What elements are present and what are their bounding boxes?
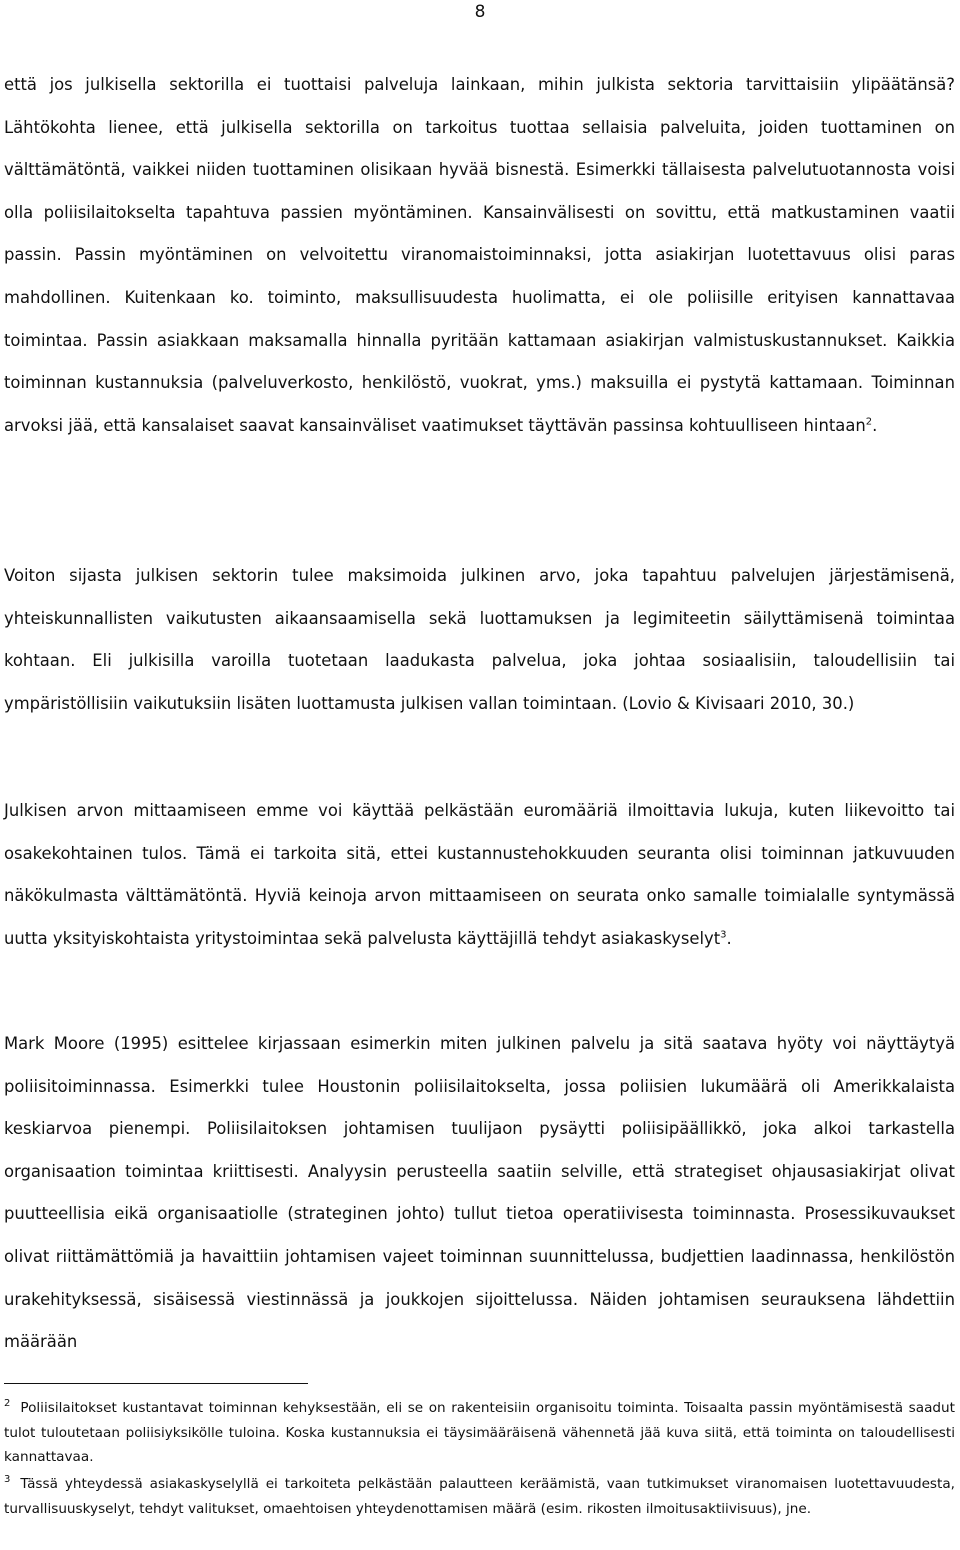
footnote-mark: 3 — [4, 1474, 11, 1486]
paragraph-measuring-value — [4, 790, 955, 960]
paragraph-end: . — [726, 928, 732, 948]
paragraph-text: että jos julkisella sektorilla ei tuottaisi palveluja lainkaan, mihin julkista sektoria tarvittaisiin ylipäätänsä? Lähtökohta lienee, että julkisella sektorilla on tarkoitus tuottaa sellaisia palveluita, joiden tuottaminen on välttämätöntä, vaikkei niiden tuottaminen olisikaan hyvää bisnestä. Esimerkki tällaisesta palvelutuotannosta voisi olla poliisilaitokselta tapahtuva passien myöntäminen. Kansainvälisesti on sovittu, että matkustaminen vaatii passin. Passin myöntäminen on velvoitettu viranomaistoiminnaksi, jotta asiakirjan luotettavuus olisi paras mahdollinen. Kuitenkaan ko. toiminto, maksullisuudesta huolimatta, ei ole poliisille erityisen kannattavaa toimintaa. Passin asiakkaan maksamalla hinnalla pyritään kattamaan asiakirjan valmistuskustannukset. Kaikkia toiminnan kustannuksia (palveluverkosto, henkilöstö, vuokrat, yms.) maksuilla ei pystytä kattamaan. Toiminnan arvoksi jää, että kansalaiset saavat kansainväliset vaatimukset täyttävän passinsa kohtuulliseen hintaan — [4, 75, 955, 435]
page-number: 8 — [474, 2, 486, 22]
footnote-reference[interactable]: 3 — [720, 929, 727, 941]
paragraph-public-value — [4, 555, 955, 725]
paragraph-mark-moore — [4, 1023, 955, 1364]
footnote-text: Tässä yhteydessä asiakaskyselyllä ei tarkoiteta pelkästään palautteen keräämistä, vaan tutkimukset viranomaisen luotettavuudesta, turvallisuuskyselyt, tehdyt valitukset, omaehtoisen yhteydenottamisen määrä (esim. rikosten ilmoitusaktiivisuus), jne. — [4, 1476, 955, 1517]
footnote-3 — [4, 1472, 955, 1521]
paragraph-end: . — [872, 415, 878, 435]
footnote-divider — [4, 1383, 308, 1384]
footnote-reference[interactable]: 2 — [865, 416, 873, 428]
footnote-mark: 2 — [4, 1398, 11, 1410]
paragraph-text: Julkisen arvon mittaamiseen emme voi käyttää pelkästään euromääriä ilmoittavia lukuja, kuten liikevoitto tai osakekohtainen tulos. Tämä ei tarkoita sitä, ettei kustannustehokkuuden seuranta olisi toiminnan jatkuvuuden näkökulmasta välttämätöntä. Hyviä keinoja arvon mittaamiseen on seurata onko samalle toimialalle syntymässä uutta yksityiskohtaista yritystoimintaa sekä palvelusta käyttäjillä tehdyt asiakaskyselyt — [4, 801, 955, 948]
paragraph-text: Mark Moore (1995) esittelee kirjassaan esimerkin miten julkinen palvelu ja sitä saatava hyöty voi näyttäytyä poliisitoiminnassa. Esimerkki tulee Houstonin poliisilaitokselta, jossa poliisien lukumäärä oli Amerikkalaista keskiarvoa pienempi. Poliisilaitoksen johtamisen tuulijaon pysäytti poliisipäällikkö, joka alkoi tarkastella organisaation toimintaa kriittisesti. Analyysin perusteella saatiin selville, että strategiset ohjausasiakirjat olivat puutteellisia eikä organisaatiolle (strateginen johto) tullut tietoa operatiivisesta toiminnasta. Prosessikuvaukset olivat riittämättömiä ja havaittiin johtamisen vajeet toiminnan suunnittelussa, budjettien laadinnassa, henkilöstön urakehityksessä, sisäisessä viestinnässä ja joukkojen sijoittelussa. Näiden johtamisen seurauksena lähdettiin määrään — [4, 1034, 955, 1352]
footnote-text: Poliisilaitokset kustantavat toiminnan kehyksestään, eli se on rakenteisiin organisoitu toiminta. Toisaalta passin myöntämisestä saadut tulot tuloutetaan poliisiyksikölle tuloina. Koska kustannuksia ei täysimääräisenä vähennetä jää kuva siitä, että toiminta on taloudellisesti kannattavaa. — [4, 1400, 955, 1465]
footnote-2 — [4, 1396, 955, 1470]
paragraph-text: Voiton sijasta julkisen sektorin tulee maksimoida julkinen arvo, joka tapahtuu palvelujen järjestämisenä, yhteiskunnallisten vaikutusten aikaansaamisella sekä luottamuksen ja legimiteetin säilyttämisenä toimintaa kohtaan. Eli julkisilla varoilla tuotetaan laadukasta palvelua, joka johtaa sosiaalisiin, taloudellisiin tai ympäristöllisiin vaikutuksiin lisäten luottamusta julkisen vallan toimintaan. (Lovio & Kivisaari 2010, 30.) — [4, 566, 955, 713]
paragraph-passport-example — [4, 64, 955, 447]
